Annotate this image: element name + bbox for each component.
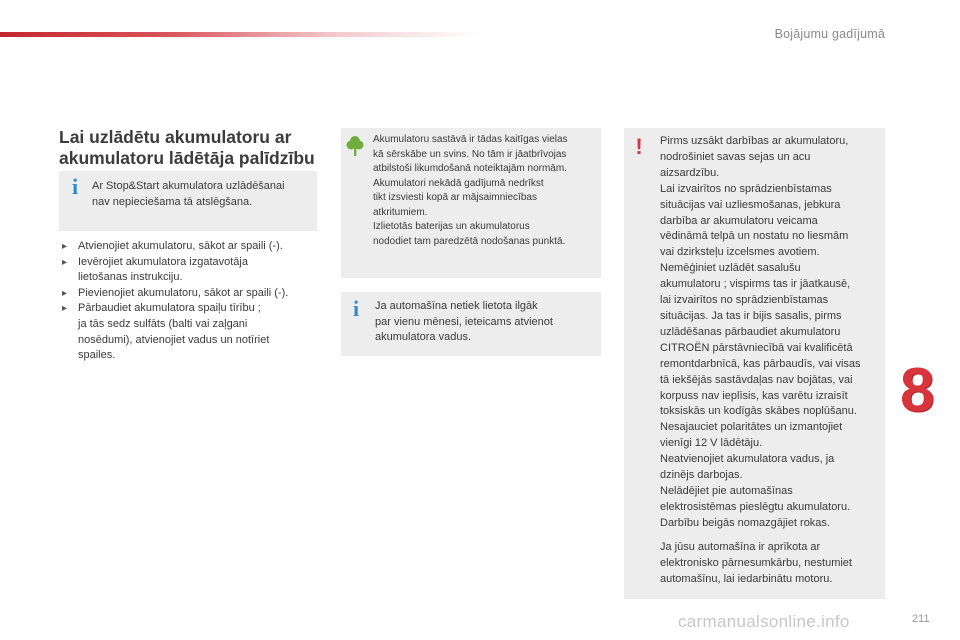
recycle-line: atbilstoši likumdošanā noteiktajām normām. xyxy=(373,163,567,174)
warning-line: elektrosistēmas pieslēgtu akumulatoru. xyxy=(660,500,851,513)
warning-text xyxy=(660,134,882,532)
header-accent-bar xyxy=(0,32,480,37)
step-line: Ievērojiet akumulatora izgatavotāja xyxy=(78,255,248,268)
procedure-steps xyxy=(62,239,327,364)
info-line: Ar Stop&Start akumulatora uzlādēšanai xyxy=(92,180,285,192)
list-item xyxy=(62,286,327,302)
warning-line: vienīgi 12 V lādētāju. xyxy=(660,437,763,450)
warning-line: situācijas. Ja tas ir bijis sasalis, pirms xyxy=(660,309,842,322)
warning-line: Darbību beigās nomazgājiet rokas. xyxy=(660,516,830,529)
arrow-bullet-icon: ▸ xyxy=(62,256,68,268)
warning-line: nodrošiniet savas sejas un acu xyxy=(660,150,811,163)
warning-line: CITROËN pārstāvniecībā vai kvalificētā xyxy=(660,341,853,354)
warning-line: Nemēģiniet uzlādēt sasalušu xyxy=(660,262,801,275)
recycle-line: atkritumiem. xyxy=(373,206,428,218)
warning-line: vēdināmā telpā un nostatu no liesmām xyxy=(660,230,849,243)
heading-line: Lai uzlādētu akumulatoru ar xyxy=(59,127,292,147)
recycle-line: Akumulatoru sastāvā ir tādas kaitīgas vielas xyxy=(373,134,568,145)
step-line: Pārbaudiet akumulatora spaiļu tīrību ; xyxy=(78,302,261,315)
recycle-line: tikt izsviesti kopā ar mājsaimniecības xyxy=(373,192,537,203)
list-item xyxy=(62,239,327,255)
warning-line: korpuss nav ieplīsis, kas varētu izraisīt xyxy=(660,389,848,402)
arrow-bullet-icon: ▸ xyxy=(62,241,68,252)
warning-line: remontdarbnīcā, kas pārbaudīs, vai visas xyxy=(660,357,861,370)
chapter-title: Bojājumu gadījumā xyxy=(774,27,885,41)
warning-line: lai izvairītos no sprādzienbīstamas xyxy=(660,294,829,307)
warning-line: vai dzirksteļu izcelsmes avotiem. xyxy=(660,246,820,259)
step-line: ja tās sedz sulfāts (balti vai zaļgani xyxy=(78,317,248,330)
step-line: nosēdumi), atvienojiet vadus un notīriet xyxy=(78,333,270,346)
info-icon: i xyxy=(71,174,79,199)
warning-line: Neatvienojiet akumulatora vadus, ja xyxy=(660,453,835,466)
recycle-line: Izlietotās baterijas un akumulatorus xyxy=(373,221,530,232)
warning-line: darbība ar akumulatoru veicama xyxy=(660,214,818,227)
chapter-number: 8 xyxy=(900,356,935,425)
list-item xyxy=(62,301,327,363)
watermark: carmanualsonline.info xyxy=(678,612,850,631)
warning-line: dzinējs darbojas. xyxy=(660,469,743,482)
warning-line: aizsardzību. xyxy=(660,166,720,179)
info-month-text xyxy=(375,299,597,346)
page-number: 211 xyxy=(912,613,930,625)
step-line: Pievienojiet akumulatoru, sākot ar spaili (-). xyxy=(78,286,289,299)
warning-line: situācijas vai uzliesmošanas, jebkura xyxy=(660,198,841,211)
warning-line: Nesajauciet polaritātes un izmantojiet xyxy=(660,421,843,434)
recycle-text xyxy=(373,133,598,249)
warning-line: uzlādēšanas pārbaudiet akumulatoru xyxy=(660,325,841,338)
recycle-line: kā sērskābe un svins. No tām ir jāatbrīvojas xyxy=(373,148,567,160)
arrow-bullet-icon: ▸ xyxy=(62,303,68,315)
list-item xyxy=(62,255,327,286)
info-line: akumulatora vadus. xyxy=(375,331,471,343)
recycle-line: Akumulatori nekādā gadījumā nedrīkst xyxy=(373,177,544,189)
warning-line: akumulatoru ; vispirms tas ir jāatkausē, xyxy=(660,278,851,291)
step-line: spailes. xyxy=(78,349,116,362)
step-line: Atvienojiet akumulatoru, sākot ar spaili (-). xyxy=(78,240,283,252)
warning-extra-text xyxy=(660,540,882,588)
step-line: lietošanas instrukciju. xyxy=(78,271,183,284)
info-line: nav nepieciešama tā atslēgšana. xyxy=(92,195,253,208)
heading-line: akumulatoru lādētāja palīdzību xyxy=(59,148,315,168)
arrow-bullet-icon: ▸ xyxy=(62,287,68,299)
warning-line: tā iekšējās sastāvdaļas nav bojātas, vai xyxy=(660,373,853,386)
recycle-tree-icon xyxy=(346,135,364,157)
warning-line: automašīnu, lai iedarbinātu motoru. xyxy=(660,572,833,585)
warning-line: Lai izvairītos no sprādzienbīstamas xyxy=(660,182,832,195)
info-stopstart-text xyxy=(92,179,314,210)
section-heading xyxy=(59,127,329,169)
warning-line: elektronisko pārnesumkārbu, nestumiet xyxy=(660,556,852,569)
exclamation-warning-icon: ! xyxy=(635,134,643,159)
recycle-line: nododiet tam paredzētā nodošanas punktā. xyxy=(373,235,566,247)
warning-line: Pirms uzsākt darbības ar akumulatoru, xyxy=(660,135,849,147)
warning-line: toksiskās un kodīgās skābes noplūšanu. xyxy=(660,405,857,418)
info-line: par vienu mēnesi, ieteicams atvienot xyxy=(375,315,553,328)
info-line: Ja automašīna netiek lietota ilgāk xyxy=(375,300,538,312)
info-icon: i xyxy=(352,296,360,321)
warning-line: Nelādējiet pie automašīnas xyxy=(660,484,793,497)
warning-line: Ja jūsu automašīna ir aprīkota ar xyxy=(660,541,821,553)
